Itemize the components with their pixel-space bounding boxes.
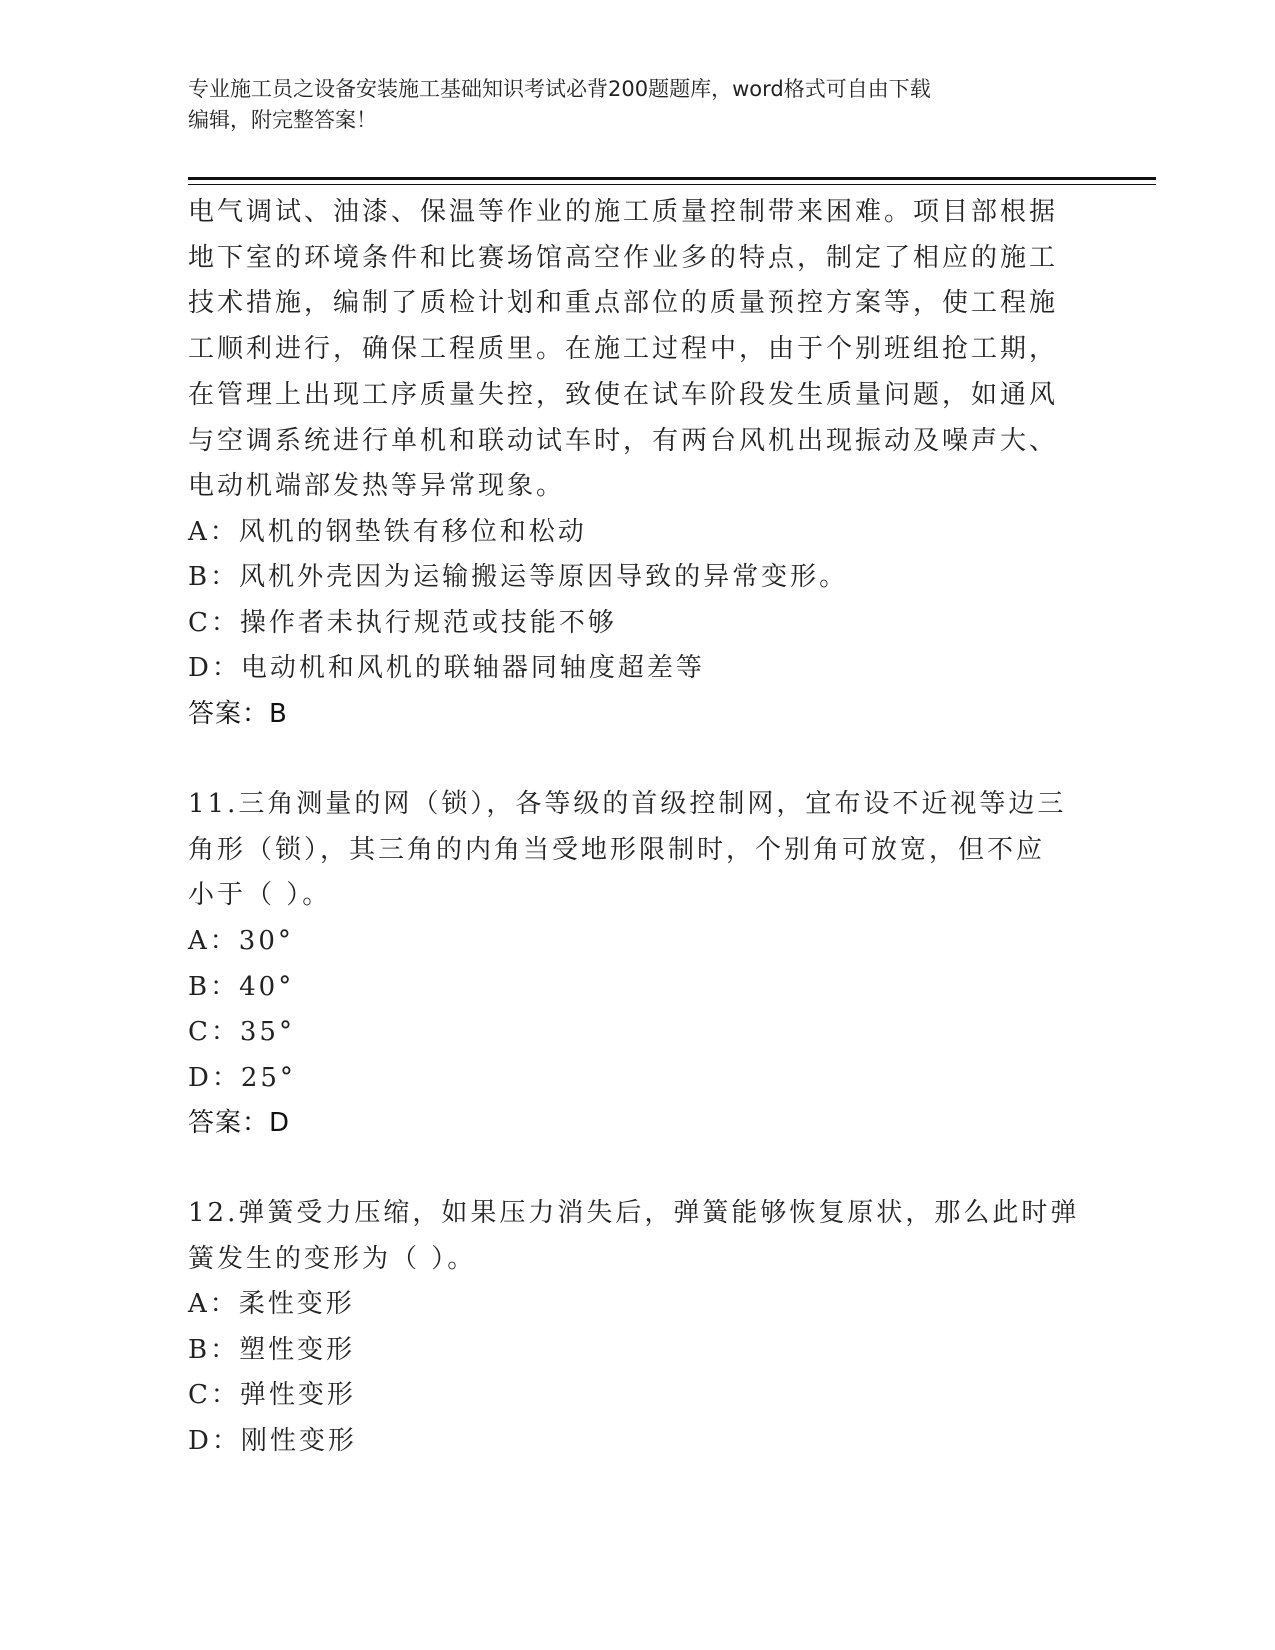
question-12-option-a: A：柔性变形 xyxy=(188,1289,355,1320)
question-11-block xyxy=(188,782,1088,1146)
question-12-option-d: D：刚性变形 xyxy=(188,1425,357,1456)
question-11-text-line: 11.三角测量的网（锁），各等级的首级控制网，宜布设不近视等边三 xyxy=(188,788,1067,819)
question-11-option-d: D：25° xyxy=(188,1062,296,1093)
question-10-text-line: 地下室的环境条件和比赛场馆高空作业多的特点，制定了相应的施工 xyxy=(188,242,1059,273)
question-10-option-a: A：风机的钢垫铁有移位和松动 xyxy=(188,516,587,547)
question-12-option-c: C：弹性变形 xyxy=(188,1380,356,1411)
question-10-text-line: 工顺利进行，确保工程质里。在施工过程中，由于个别班组抢工期， xyxy=(188,334,1059,365)
question-10-option-b: B：风机外壳因为运输搬运等原因导致的异常变形。 xyxy=(188,562,849,593)
question-spacer xyxy=(188,1146,1088,1191)
question-11-option-c: C：35° xyxy=(188,1017,295,1048)
question-10-text-line: 技术措施，编制了质检计划和重点部位的质量预控方案等，使工程施 xyxy=(188,288,1059,319)
question-10-option-c: C：操作者未执行规范或技能不够 xyxy=(188,607,617,638)
question-11-text-line: 角形（锁），其三角的内角当受地形限制时，个别角可放宽，但不应 xyxy=(188,834,1046,865)
question-11-option-b: B：40° xyxy=(188,971,295,1002)
page-header xyxy=(188,74,1088,136)
question-12-text-line: 簧发生的变形为（ ）。 xyxy=(188,1243,477,1274)
header-title-line-2: 编辑，附完整答案！ xyxy=(188,108,377,132)
question-10-text-line: 在管理上出现工序质量失控，致使在试车阶段发生质量问题，如通风 xyxy=(188,379,1059,410)
question-12-option-b: B：塑性变形 xyxy=(188,1334,356,1365)
question-12-block xyxy=(188,1191,1088,1464)
document-body xyxy=(188,190,1088,1464)
question-spacer xyxy=(188,737,1088,782)
question-10-text-line: 电气调试、油漆、保温等作业的施工质量控制带来困难。项目部根据 xyxy=(188,197,1059,227)
question-11-option-a: A：30° xyxy=(188,926,294,957)
header-divider-thick xyxy=(188,177,1156,180)
question-10-answer: 答案：B xyxy=(188,698,288,729)
question-11-answer: 答案：D xyxy=(188,1108,291,1139)
question-10-text-line: 电动机端部发热等异常现象。 xyxy=(188,471,566,502)
question-10-option-d: D：电动机和风机的联轴器同轴度超差等 xyxy=(188,653,705,684)
header-divider-thin xyxy=(188,184,1156,185)
question-10-block xyxy=(188,190,1088,737)
question-10-text-line: 与空调系统进行单机和联动试车时，有两台风机出现振动及噪声大、 xyxy=(188,425,1059,456)
question-12-text-line: 12.弹簧受力压缩，如果压力消失后，弹簧能够恢复原状，那么此时弹 xyxy=(188,1198,1080,1229)
question-11-text-line: 小于（ ）。 xyxy=(188,880,332,911)
header-title-line-1: 专业施工员之设备安装施工基础知识考试必背200题题库，word格式可自由下载 xyxy=(188,77,931,101)
